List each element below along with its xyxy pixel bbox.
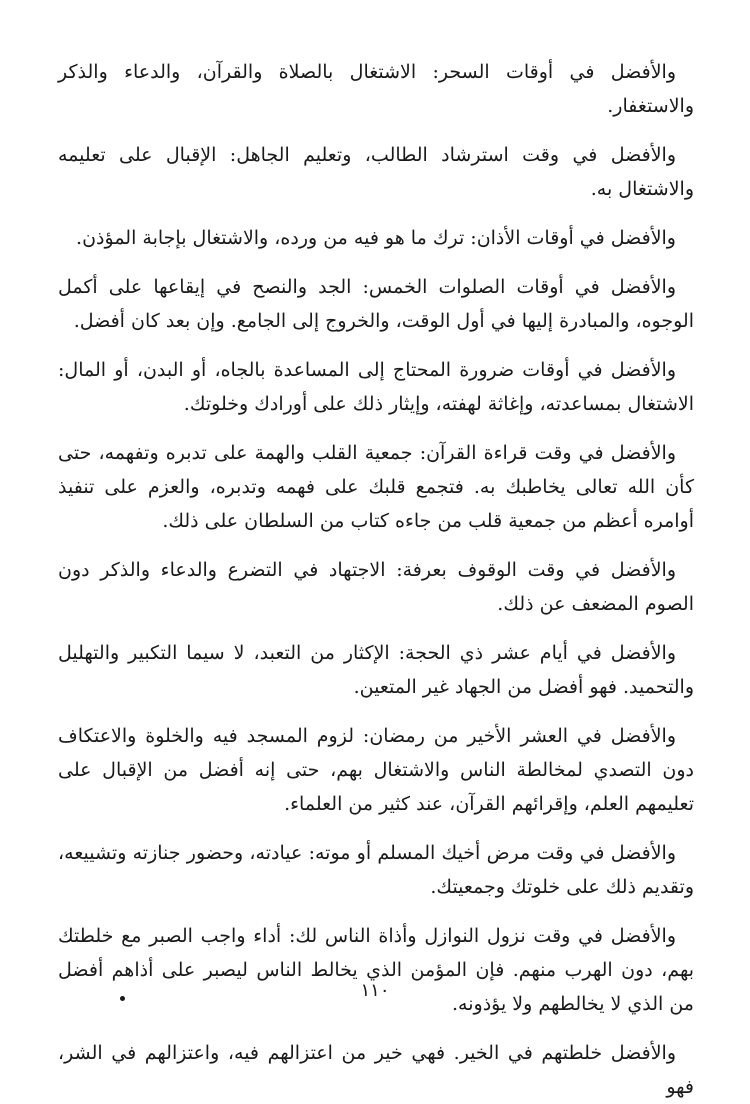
page-body — [58, 55, 694, 1104]
paragraph: والأفضل في أوقات ضرورة المحتاج إلى المساعدة بالجاه، أو البدن، أو المال: الاشتغال بمساعدته، وإغاثة لهفته، وإيثار ذلك على أورادك وخلوتك. — [58, 359, 694, 415]
margin-dot — [120, 996, 125, 1001]
paragraph: والأفضل في العشر الأخير من رمضان: لزوم المسجد فيه والخلوة والاعتكاف دون التصدي لمخالطة الناس والاشتغال بهم، حتى إنه أفضل من الإقبال على تعليمهم العلم، وإقرائهم القرآن، عند كثير من العلماء. — [58, 725, 694, 815]
paragraph: والأفضل في وقت الوقوف بعرفة: الاجتهاد في التضرع والدعاء والذكر دون الصوم المضعف عن ذلك. — [58, 559, 694, 615]
page-number: ١١٠ — [360, 980, 390, 1001]
paragraph: والأفضل في وقت قراءة القرآن: جمعية القلب والهمة على تدبره وتفهمه، حتى كأن الله تعالى يخاطبك به. فتجمع قلبك على فهمه وتدبره، والعزم على تنفيذ أوامره أعظم من جمعية قلب من جاءه كتاب من السلطان على ذلك. — [58, 442, 694, 532]
paragraph: والأفضل خلطتهم في الخير. فهي خير من اعتزالهم فيه، واعتزالهم في الشر، فهو — [58, 1042, 694, 1098]
paragraph: والأفضل في وقت نزول النوازل وأذاة الناس لك: أداء واجب الصبر مع خلطتك بهم، دون الهرب منهم. فإن المؤمن الذي يخالط الناس ليصبر على أذاهم أفضل من الذي لا يخالطهم ولا يؤذونه. — [58, 925, 694, 1015]
paragraph: والأفضل في وقت مرض أخيك المسلم أو موته: عيادته، وحضور جنازته وتشييعه، وتقديم ذلك على خلوتك وجمعيتك. — [58, 842, 694, 898]
paragraph: والأفضل في أوقات الصلوات الخمس: الجد والنصح في إيقاعها على أكمل الوجوه، والمبادرة إليها في أول الوقت، والخروج إلى الجامع. وإن بعد كان أفضل. — [58, 276, 694, 332]
paragraph: والأفضل في أيام عشر ذي الحجة: الإكثار من التعبد، لا سيما التكبير والتهليل والتحميد. فهو أفضل من الجهاد غير المتعين. — [58, 642, 694, 698]
paragraph: والأفضل في أوقات الأذان: ترك ما هو فيه من ورده، والاشتغال بإجابة المؤذن. — [76, 227, 676, 249]
paragraph: والأفضل في أوقات السحر: الاشتغال بالصلاة والقرآن، والدعاء والذكر والاستغفار. — [58, 61, 694, 117]
paragraph: والأفضل في وقت استرشاد الطالب، وتعليم الجاهل: الإقبال على تعليمه والاشتغال به. — [58, 144, 694, 200]
